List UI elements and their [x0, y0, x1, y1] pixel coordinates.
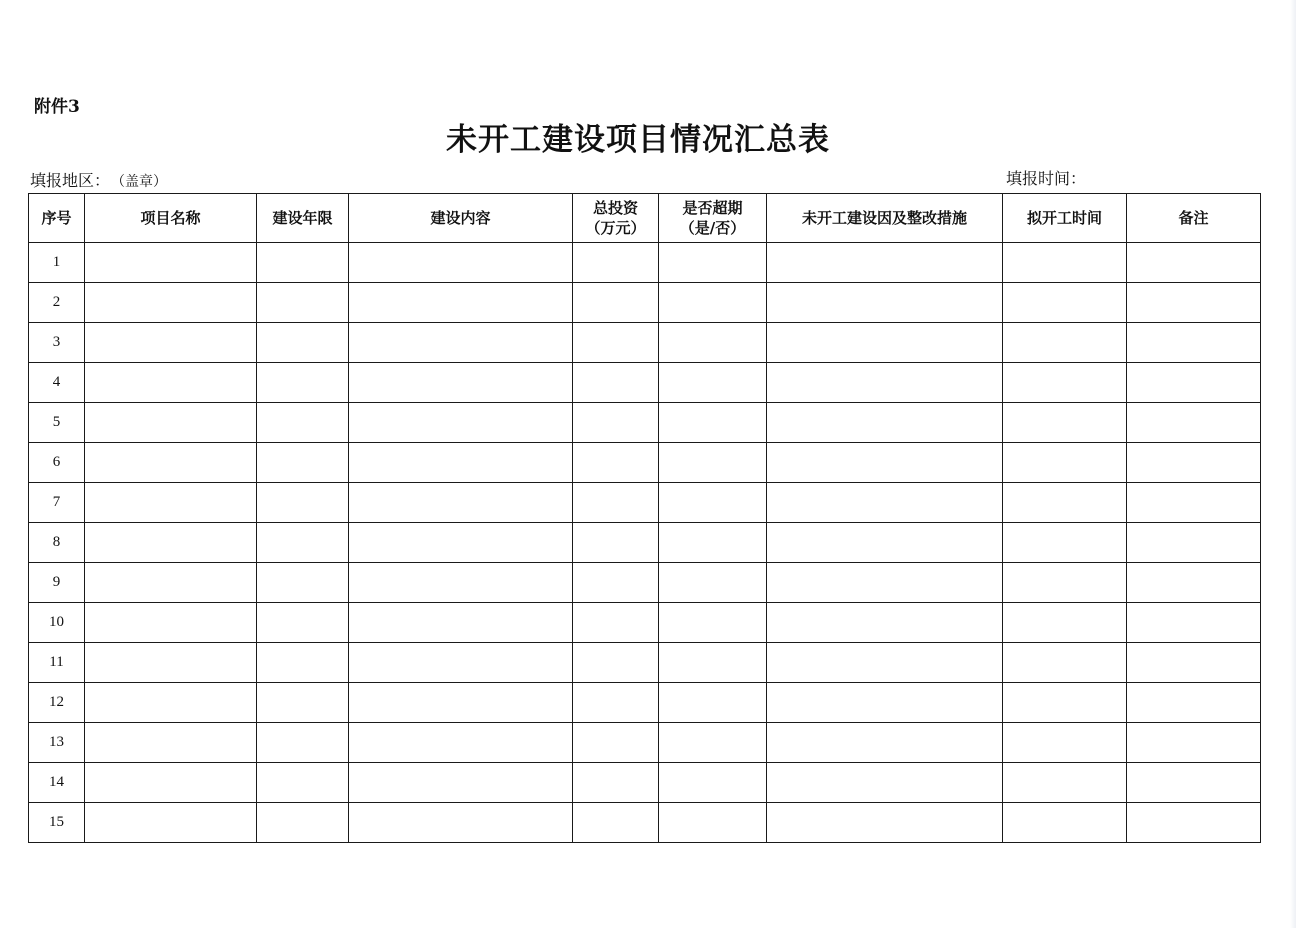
- remarks-cell[interactable]: [1127, 323, 1261, 363]
- project-name-cell[interactable]: [85, 603, 257, 643]
- content-cell[interactable]: [349, 643, 573, 683]
- period-cell[interactable]: [257, 363, 349, 403]
- project-name-cell[interactable]: [85, 723, 257, 763]
- header-investment: [573, 194, 659, 243]
- investment-cell[interactable]: [573, 763, 659, 803]
- table-row: [29, 683, 1261, 723]
- planned-start-cell[interactable]: [1003, 403, 1127, 443]
- overdue-cell[interactable]: [659, 563, 767, 603]
- period-cell[interactable]: [257, 763, 349, 803]
- row-number: 8: [29, 523, 85, 563]
- investment-cell[interactable]: [573, 803, 659, 843]
- investment-cell[interactable]: [573, 723, 659, 763]
- row-number: 4: [29, 363, 85, 403]
- table-row: [29, 363, 1261, 403]
- scan-edge-shading: [1290, 0, 1296, 928]
- reason-cell[interactable]: [767, 283, 1003, 323]
- content-cell[interactable]: [349, 243, 573, 283]
- reason-cell[interactable]: [767, 563, 1003, 603]
- table-row: [29, 803, 1261, 843]
- planned-start-cell[interactable]: [1003, 243, 1127, 283]
- attachment-label: 附件3: [34, 97, 80, 117]
- content-cell[interactable]: [349, 403, 573, 443]
- reason-cell[interactable]: [767, 643, 1003, 683]
- header-investment-title: 总投资: [592, 199, 638, 217]
- row-number: 12: [29, 683, 85, 723]
- reason-cell[interactable]: [767, 363, 1003, 403]
- planned-start-cell[interactable]: [1003, 443, 1127, 483]
- table-row: [29, 723, 1261, 763]
- planned-start-cell[interactable]: [1003, 363, 1127, 403]
- header-remarks: 备注: [1127, 194, 1261, 243]
- planned-start-cell[interactable]: [1003, 483, 1127, 523]
- table-row: [29, 283, 1261, 323]
- content-cell[interactable]: [349, 483, 573, 523]
- row-number: 2: [29, 283, 85, 323]
- summary-table: [28, 193, 1261, 843]
- investment-cell[interactable]: [573, 643, 659, 683]
- planned-start-cell[interactable]: [1003, 563, 1127, 603]
- content-cell[interactable]: [349, 523, 573, 563]
- row-number: 9: [29, 563, 85, 603]
- content-cell[interactable]: [349, 683, 573, 723]
- remarks-cell[interactable]: [1127, 243, 1261, 283]
- table-row: [29, 243, 1261, 283]
- header-investment-unit: （万元）: [585, 219, 646, 237]
- table-row: [29, 763, 1261, 803]
- investment-cell[interactable]: [573, 683, 659, 723]
- reason-cell[interactable]: [767, 723, 1003, 763]
- row-number: 5: [29, 403, 85, 443]
- reason-cell[interactable]: [767, 483, 1003, 523]
- reason-cell[interactable]: [767, 803, 1003, 843]
- row-number: 6: [29, 443, 85, 483]
- remarks-cell[interactable]: [1127, 403, 1261, 443]
- content-cell[interactable]: [349, 803, 573, 843]
- content-cell[interactable]: [349, 563, 573, 603]
- investment-cell[interactable]: [573, 603, 659, 643]
- content-cell[interactable]: [349, 363, 573, 403]
- investment-cell[interactable]: [573, 323, 659, 363]
- investment-cell[interactable]: [573, 483, 659, 523]
- project-name-cell[interactable]: [85, 483, 257, 523]
- overdue-cell[interactable]: [659, 483, 767, 523]
- header-planned-start: 拟开工时间: [1003, 194, 1127, 243]
- header-index: 序号: [29, 194, 85, 243]
- project-name-cell[interactable]: [85, 643, 257, 683]
- remarks-cell[interactable]: [1127, 363, 1261, 403]
- project-name-cell[interactable]: [85, 523, 257, 563]
- period-cell[interactable]: [257, 323, 349, 363]
- period-cell[interactable]: [257, 403, 349, 443]
- row-number: 10: [29, 603, 85, 643]
- remarks-cell[interactable]: [1127, 483, 1261, 523]
- remarks-cell[interactable]: [1127, 603, 1261, 643]
- overdue-cell[interactable]: [659, 243, 767, 283]
- overdue-cell[interactable]: [659, 403, 767, 443]
- planned-start-cell[interactable]: [1003, 523, 1127, 563]
- reason-cell[interactable]: [767, 323, 1003, 363]
- reason-cell[interactable]: [767, 443, 1003, 483]
- remarks-cell[interactable]: [1127, 803, 1261, 843]
- header-period: 建设年限: [257, 194, 349, 243]
- project-name-cell[interactable]: [85, 323, 257, 363]
- header-content: 建设内容: [349, 194, 573, 243]
- remarks-cell[interactable]: [1127, 763, 1261, 803]
- row-number: 11: [29, 643, 85, 683]
- project-name-cell[interactable]: [85, 763, 257, 803]
- planned-start-cell[interactable]: [1003, 763, 1127, 803]
- table-row: [29, 523, 1261, 563]
- remarks-cell[interactable]: [1127, 443, 1261, 483]
- project-name-cell[interactable]: [85, 443, 257, 483]
- project-name-cell[interactable]: [85, 563, 257, 603]
- reason-cell[interactable]: [767, 523, 1003, 563]
- reason-cell[interactable]: [767, 603, 1003, 643]
- row-number: 14: [29, 763, 85, 803]
- row-number: 13: [29, 723, 85, 763]
- table-row: [29, 603, 1261, 643]
- planned-start-cell[interactable]: [1003, 643, 1127, 683]
- reason-cell[interactable]: [767, 763, 1003, 803]
- row-number: 7: [29, 483, 85, 523]
- row-number: 15: [29, 803, 85, 843]
- project-name-cell[interactable]: [85, 403, 257, 443]
- planned-start-cell[interactable]: [1003, 683, 1127, 723]
- project-name-cell[interactable]: [85, 243, 257, 283]
- period-cell[interactable]: [257, 803, 349, 843]
- overdue-cell[interactable]: [659, 803, 767, 843]
- remarks-cell[interactable]: [1127, 563, 1261, 603]
- project-name-cell[interactable]: [85, 803, 257, 843]
- investment-cell[interactable]: [573, 563, 659, 603]
- investment-cell[interactable]: [573, 283, 659, 323]
- overdue-cell[interactable]: [659, 763, 767, 803]
- period-cell[interactable]: [257, 603, 349, 643]
- seal-note: （盖章）: [118, 174, 168, 190]
- table-row: [29, 403, 1261, 443]
- period-cell[interactable]: [257, 643, 349, 683]
- planned-start-cell[interactable]: [1003, 803, 1127, 843]
- overdue-cell[interactable]: [659, 363, 767, 403]
- page-title: 未开工建设项目情况汇总表: [446, 122, 830, 158]
- table-row: [29, 323, 1261, 363]
- remarks-cell[interactable]: [1127, 683, 1261, 723]
- overdue-cell[interactable]: [659, 643, 767, 683]
- period-cell[interactable]: [257, 523, 349, 563]
- header-project-name: 项目名称: [85, 194, 257, 243]
- overdue-cell[interactable]: [659, 683, 767, 723]
- remarks-cell[interactable]: [1127, 523, 1261, 563]
- period-cell[interactable]: [257, 283, 349, 323]
- period-cell[interactable]: [257, 563, 349, 603]
- investment-cell[interactable]: [573, 443, 659, 483]
- overdue-cell[interactable]: [659, 323, 767, 363]
- header-overdue-title: 是否超期: [682, 199, 743, 217]
- period-cell[interactable]: [257, 723, 349, 763]
- project-name-cell[interactable]: [85, 363, 257, 403]
- report-time-label: 填报时间：: [1006, 169, 1087, 188]
- region-label: 填报地区：: [30, 171, 111, 190]
- period-cell[interactable]: [257, 483, 349, 523]
- period-cell[interactable]: [257, 443, 349, 483]
- table-row: [29, 643, 1261, 683]
- row-number: 3: [29, 323, 85, 363]
- remarks-cell[interactable]: [1127, 283, 1261, 323]
- table-row: [29, 443, 1261, 483]
- content-cell[interactable]: [349, 603, 573, 643]
- content-cell[interactable]: [349, 763, 573, 803]
- content-cell[interactable]: [349, 443, 573, 483]
- content-cell[interactable]: [349, 323, 573, 363]
- overdue-cell[interactable]: [659, 603, 767, 643]
- overdue-cell[interactable]: [659, 443, 767, 483]
- period-cell[interactable]: [257, 683, 349, 723]
- overdue-cell[interactable]: [659, 283, 767, 323]
- region-field: [30, 168, 167, 191]
- planned-start-cell[interactable]: [1003, 603, 1127, 643]
- table-body: [29, 243, 1261, 843]
- project-name-cell[interactable]: [85, 283, 257, 323]
- content-cell[interactable]: [349, 283, 573, 323]
- overdue-cell[interactable]: [659, 723, 767, 763]
- period-cell[interactable]: [257, 243, 349, 283]
- table-header-row: [29, 194, 1261, 243]
- planned-start-cell[interactable]: [1003, 323, 1127, 363]
- table-row: [29, 563, 1261, 603]
- investment-cell[interactable]: [573, 243, 659, 283]
- reason-cell[interactable]: [767, 683, 1003, 723]
- reason-cell[interactable]: [767, 243, 1003, 283]
- header-overdue: [659, 194, 767, 243]
- planned-start-cell[interactable]: [1003, 723, 1127, 763]
- investment-cell[interactable]: [573, 523, 659, 563]
- content-cell[interactable]: [349, 723, 573, 763]
- remarks-cell[interactable]: [1127, 723, 1261, 763]
- remarks-cell[interactable]: [1127, 643, 1261, 683]
- overdue-cell[interactable]: [659, 523, 767, 563]
- table-row: [29, 483, 1261, 523]
- reason-cell[interactable]: [767, 403, 1003, 443]
- investment-cell[interactable]: [573, 363, 659, 403]
- header-reason: 未开工建设因及整改措施: [767, 194, 1003, 243]
- header-overdue-options: （是/否）: [679, 219, 746, 237]
- row-number: 1: [29, 243, 85, 283]
- investment-cell[interactable]: [573, 403, 659, 443]
- project-name-cell[interactable]: [85, 683, 257, 723]
- planned-start-cell[interactable]: [1003, 283, 1127, 323]
